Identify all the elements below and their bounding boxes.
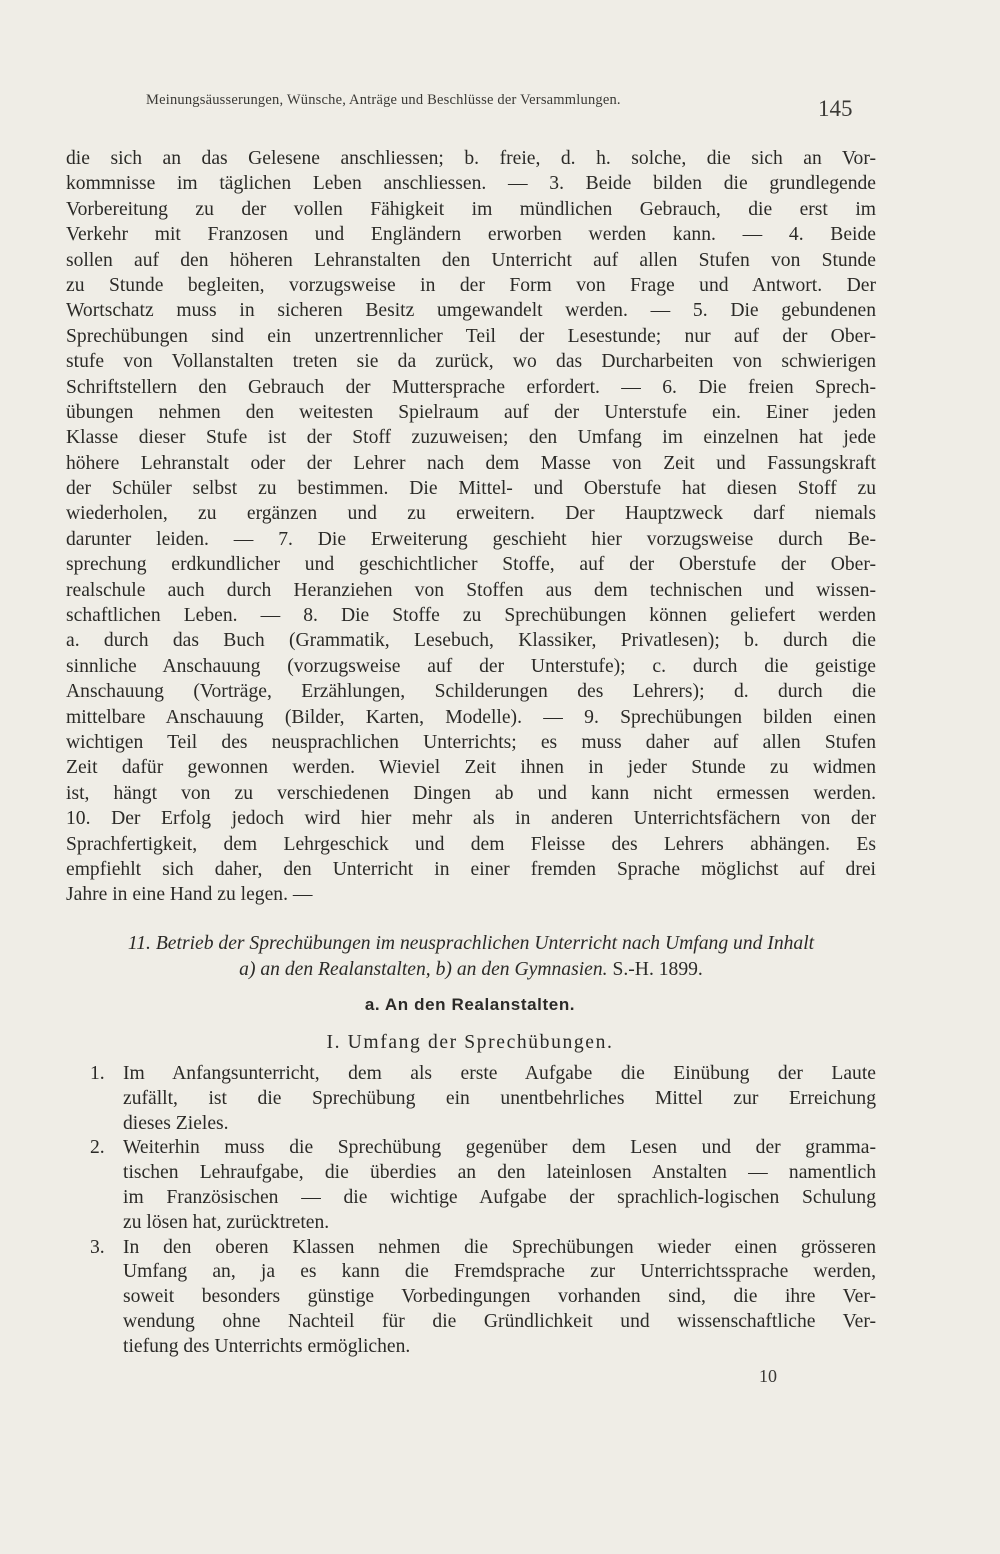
list-item-line: tischen Lehraufgabe, die überdies an den lateinlosen Anstalten — namentlich — [123, 1162, 876, 1184]
list-item-number: 1. — [90, 1063, 105, 1084]
list-item-line: Weiterhin muss die Sprechübung gegenüber dem Lesen und der gramma- — [123, 1137, 876, 1159]
running-title: Meinungsäusserungen, Wünsche, Anträge und Beschlüsse der Versammlungen. — [146, 92, 621, 108]
body-line: sinnliche Anschauung (vorzugsweise auf der Unterstufe); c. durch die geistige — [66, 655, 876, 677]
body-line: höhere Lehranstalt oder der Lehrer nach dem Masse von Zeit und Fassungskraft — [66, 452, 876, 474]
body-line: Anschauung (Vorträge, Erzählungen, Schilderungen des Lehrers); d. durch die — [66, 681, 876, 703]
body-line: Sprechübungen sind ein unzertrennlicher Teil der Lesestunde; nur auf der Ober- — [66, 325, 876, 347]
section-source: S.-H. 1899. — [612, 958, 703, 980]
section-title-line2: a) an den Realanstalten, b) an den Gymnasien. — [239, 958, 608, 980]
body-line: kommnisse im täglichen Leben anschliessen. — 3. Beide bilden die grundlegende — [66, 173, 876, 195]
body-line: sprechung erdkundlicher und geschichtlicher Stoffe, auf der Oberstufe der Ober- — [66, 554, 876, 576]
body-line: übungen nehmen den weitesten Spielraum auf der Unterstufe ein. Einer jeden — [66, 401, 876, 423]
body-line: Vorbereitung zu der vollen Fähigkeit im mündlichen Gebrauch, die erst im — [66, 198, 876, 220]
list-item-line: wendung ohne Nachteil für die Gründlichkeit und wissenschaftliche Ver- — [123, 1310, 876, 1332]
body-line: sollen auf den höheren Lehranstalten den Unterricht auf allen Stufen von Stunde — [66, 249, 876, 271]
signature-mark: 10 — [759, 1366, 777, 1386]
list-item-line: im Französischen — die wichtige Aufgabe der sprachlich-logischen Schulung — [123, 1186, 876, 1208]
numbered-list — [90, 1062, 876, 1360]
list-item-number: 3. — [90, 1236, 105, 1258]
body-line: darunter leiden. — 7. Die Erweiterung geschieht hier vorzugsweise durch Be- — [66, 528, 876, 550]
body-line: wiederholen, zu ergänzen und zu erweitern. Der Hauptzweck darf niemals — [66, 503, 876, 525]
list-item-line: tiefung des Unterrichts ermöglichen. — [123, 1335, 411, 1357]
body-line: Jahre in eine Hand zu legen. — — [66, 884, 313, 906]
body-line: die sich an das Gelesene anschliessen; b. freie, d. h. solche, die sich an Vor- — [66, 148, 876, 169]
list-item-line: Umfang an, ja es kann die Fremdsprache zur Unterrichtssprache werden, — [123, 1261, 876, 1283]
body-line: ist, hängt von zu verschiedenen Dingen ab und kann nicht ermessen werden. — [66, 782, 876, 804]
body-line: empfiehlt sich daher, den Unterricht in einer fremden Sprache möglichst auf drei — [66, 858, 876, 880]
list-item — [90, 1136, 876, 1235]
body-line: Schriftstellern den Gebrauch der Muttersprache erfordert. — 6. Die freien Sprech- — [66, 376, 876, 398]
page-number: 145 — [818, 96, 853, 121]
subheading-umfang: I. Umfang der Sprechübungen. — [326, 1032, 614, 1053]
list-item — [90, 1236, 876, 1360]
section-heading — [66, 931, 876, 982]
list-item-line: dieses Zieles. — [123, 1112, 229, 1134]
body-line: stufe von Vollanstalten treten sie da zurück, wo das Durcharbeiten von schwierigen — [66, 351, 876, 373]
body-paragraph — [66, 146, 876, 908]
body-line: zu Stunde begleiten, vorzugsweise in der Form von Frage und Antwort. Der — [66, 274, 876, 296]
body-line: realschule auch durch Heranziehen von Stoffen aus dem technischen und wissen- — [66, 579, 876, 601]
section-number: 11. — [127, 933, 151, 954]
section-title-line1: Betrieb der Sprechübungen im neusprachlichen Unterricht nach Umfang und Inhalt — [155, 933, 815, 954]
body-line: der Schüler selbst zu bestimmen. Die Mittel- und Oberstufe hat diesen Stoff zu — [66, 478, 876, 500]
body-line: mittelbare Anschauung (Bilder, Karten, Modelle). — 9. Sprechübungen bilden einen — [66, 706, 876, 728]
list-item-line: soweit besonders günstige Vorbedingungen vorhanden sind, die ihre Ver- — [123, 1286, 876, 1308]
body-line: Wortschatz muss in sicheren Besitz umgewandelt werden. — 5. Die gebundenen — [66, 300, 876, 322]
list-item-line: In den oberen Klassen nehmen die Sprechübungen wieder einen grösseren — [123, 1236, 876, 1258]
body-line: Zeit dafür gewonnen werden. Wieviel Zeit ihnen in jeder Stunde zu widmen — [66, 757, 876, 779]
body-line: Verkehr mit Franzosen und Engländern erworben werden kann. — 4. Beide — [66, 224, 876, 246]
body-line: 10. Der Erfolg jedoch wird hier mehr als in anderen Unterrichtsfächern von der — [66, 808, 876, 830]
list-item-line: zu lösen hat, zurücktreten. — [123, 1211, 330, 1233]
list-item-line: zufällt, ist die Sprechübung ein unentbehrliches Mittel zur Erreichung — [123, 1087, 876, 1109]
list-item-number: 2. — [90, 1137, 105, 1159]
body-line: a. durch das Buch (Grammatik, Lesebuch, Klassiker, Privatlesen); b. durch die — [66, 630, 876, 652]
body-line: Sprachfertigkeit, dem Lehrgeschick und dem Fleisse des Lehrers abhängen. Es — [66, 833, 876, 855]
list-item — [90, 1062, 876, 1136]
body-line: schaftlichen Leben. — 8. Die Stoffe zu Sprechübungen können geliefert werden — [66, 605, 876, 627]
subheading-realanstalten: a. An den Realanstalten. — [364, 995, 576, 1014]
body-line: Klasse dieser Stufe ist der Stoff zuzuweisen; den Umfang im einzelnen hat jede — [66, 427, 876, 449]
body-line: wichtigen Teil des neusprachlichen Unterrichts; es muss daher auf allen Stufen — [66, 731, 876, 753]
list-item-line: Im Anfangsunterricht, dem als erste Aufgabe die Einübung der Laute — [123, 1063, 876, 1084]
